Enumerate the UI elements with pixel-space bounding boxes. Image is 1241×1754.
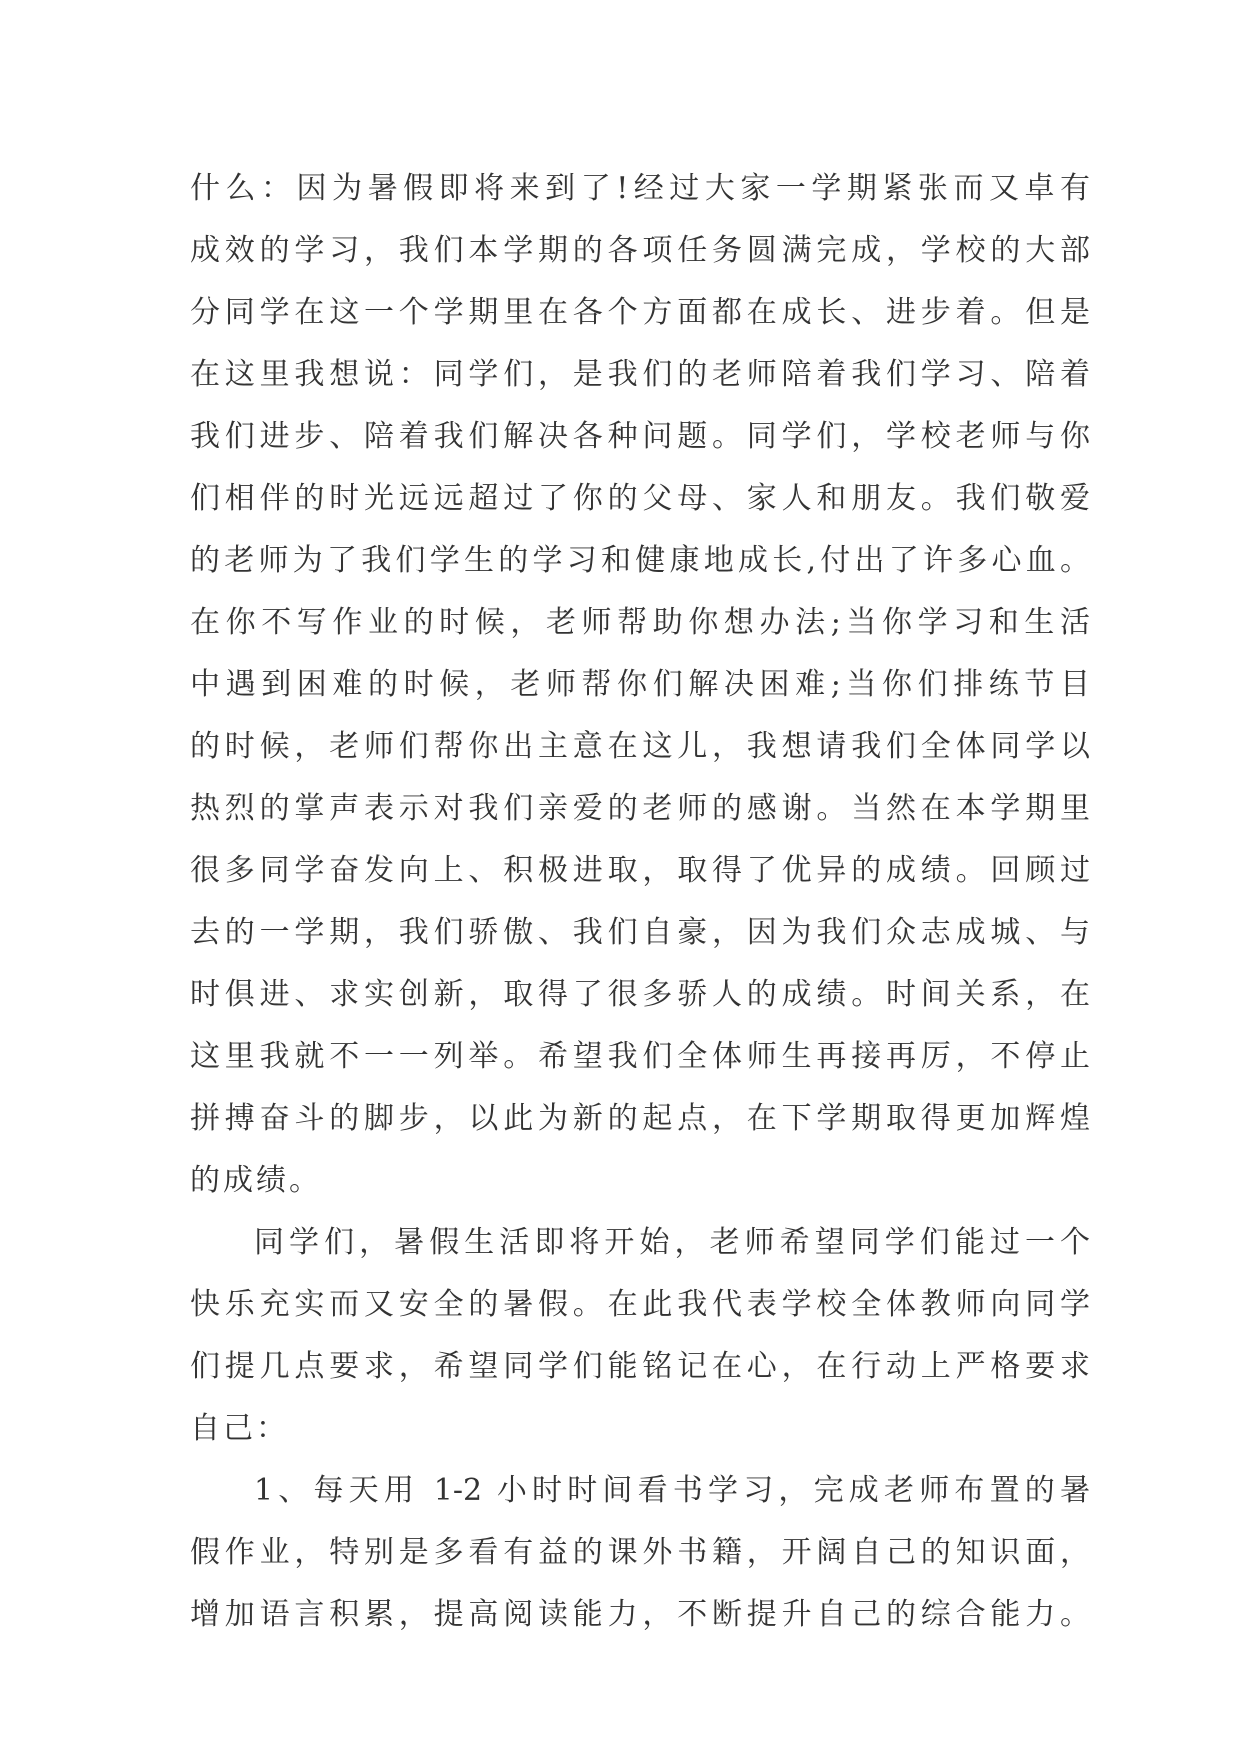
text-line: 在你不写作业的时候，老师帮助你想办法;当你学习和生活: [190, 605, 1090, 640]
text-line: 很多同学奋发向上、积极进取，取得了优异的成绩。回顾过: [190, 853, 1090, 888]
text-line: 快乐充实而又安全的暑假。在此我代表学校全体教师向同学: [190, 1287, 1090, 1322]
text-line: 这里我就不一一列举。希望我们全体师生再接再厉，不停止: [190, 1039, 1090, 1074]
text-line: 中遇到困难的时候，老师帮你们解决困难;当你们排练节目: [190, 667, 1090, 702]
text-line: 假作业，特别是多看有益的课外书籍，开阔自己的知识面，: [190, 1535, 1090, 1570]
list-item-first-line: 1、每天用 1-2 小时时间看书学习，完成老师布置的暑: [254, 1473, 1090, 1508]
text-line: 拼搏奋斗的脚步，以此为新的起点，在下学期取得更加辉煌: [190, 1101, 1090, 1136]
text-line: 我们进步、陪着我们解决各种问题。同学们，学校老师与你: [190, 419, 1090, 454]
paragraph-end-line: 自己：: [190, 1411, 289, 1446]
text-line: 的时候，老师们帮你出主意在这儿，我想请我们全体同学以: [190, 729, 1090, 764]
paragraph-first-line: 同学们，暑假生活即将开始，老师希望同学们能过一个: [254, 1225, 1090, 1260]
document-body: [190, 158, 1090, 1646]
text-line: 成效的学习，我们本学期的各项任务圆满完成，学校的大部: [190, 233, 1090, 268]
text-line: 分同学在这一个学期里在各个方面都在成长、进步着。但是: [190, 295, 1090, 330]
text-line: 们提几点要求，希望同学们能铭记在心，在行动上严格要求: [190, 1349, 1090, 1384]
text-line: 们相伴的时光远远超过了你的父母、家人和朋友。我们敬爱: [190, 481, 1090, 516]
paragraph-end-line: 的成绩。: [190, 1163, 322, 1198]
text-line: 时俱进、求实创新，取得了很多骄人的成绩。时间关系，在: [190, 977, 1090, 1012]
text-line: 的老师为了我们学生的学习和健康地成长,付出了许多心血。: [190, 543, 1090, 578]
text-line: 增加语言积累，提高阅读能力，不断提升自己的综合能力。: [190, 1597, 1090, 1632]
text-line: 在这里我想说：同学们，是我们的老师陪着我们学习、陪着: [190, 357, 1090, 392]
text-line: 去的一学期，我们骄傲、我们自豪，因为我们众志成城、与: [190, 915, 1090, 950]
text-line: 热烈的掌声表示对我们亲爱的老师的感谢。当然在本学期里: [190, 791, 1090, 826]
text-line: 什么：因为暑假即将来到了!经过大家一学期紧张而又卓有: [190, 171, 1090, 206]
